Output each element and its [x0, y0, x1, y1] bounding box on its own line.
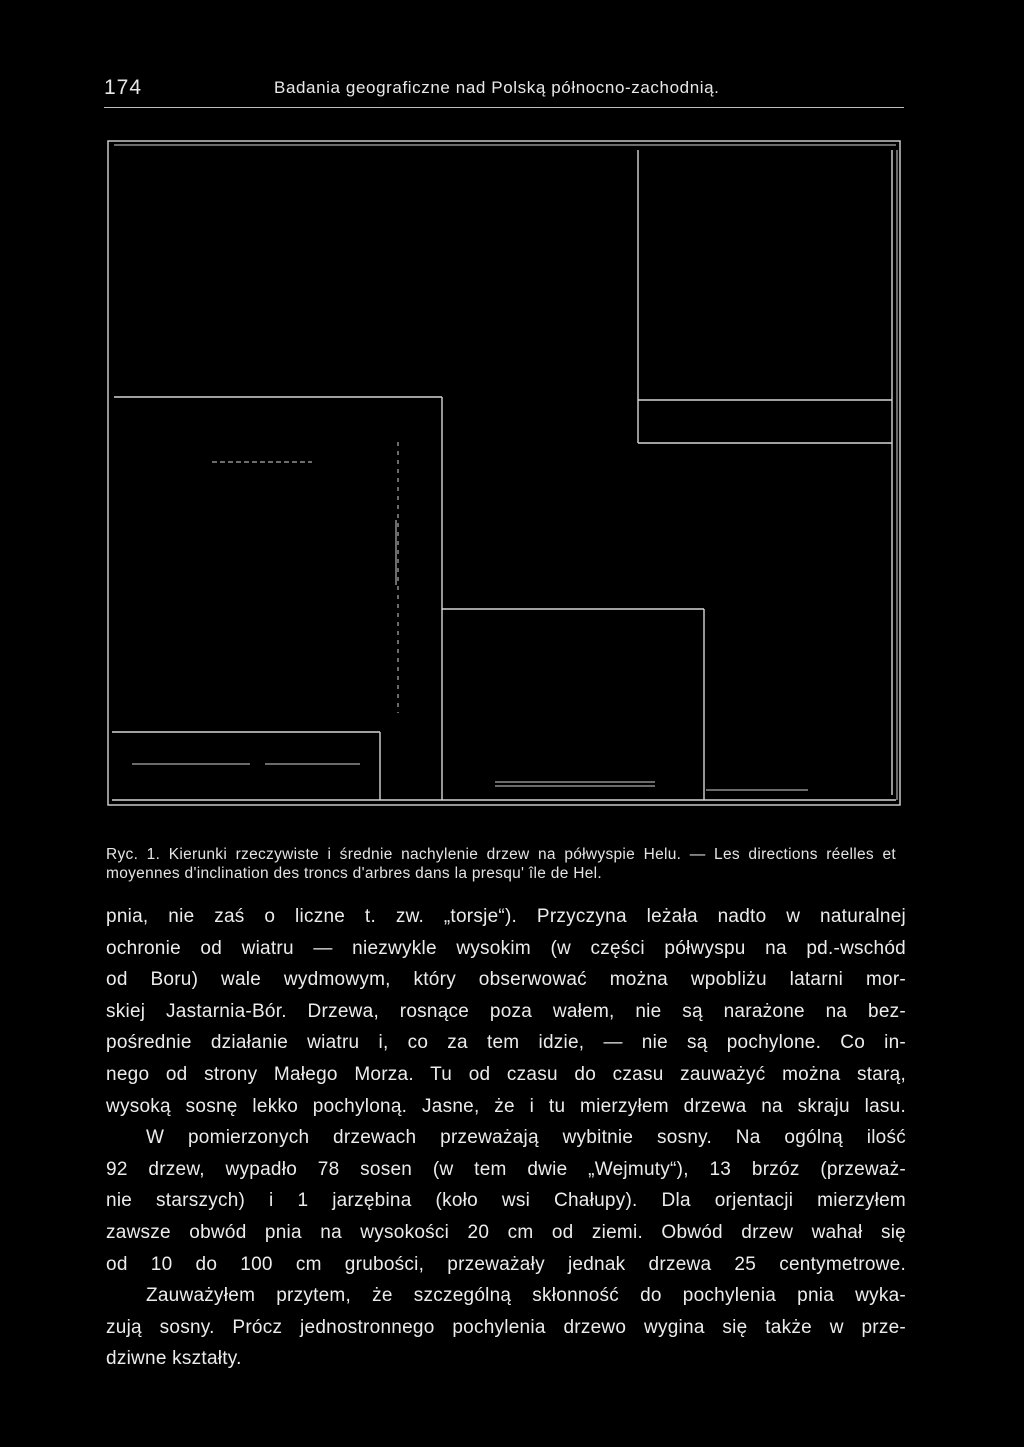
body-line: ochronie od wiatru — niezwykle wysokim (w części półwyspu na pd.-wschód	[106, 937, 906, 959]
body-line: dziwne kształty.	[106, 1348, 242, 1370]
body-line: 92 drzew, wypadło 78 sosen (w tem dwie „Wejmuty“), 13 brzóz (przeważ-	[106, 1158, 906, 1180]
body-line: zują sosny. Prócz jednostronnego pochylenia drzewo wygina się także w prze-	[106, 1316, 906, 1338]
body-line: zawsze obwód pnia na wysokości 20 cm od ziemi. Obwód drzew wahał się	[106, 1221, 906, 1243]
figure-drawing	[100, 135, 910, 815]
body-line: wysoką sosnę lekko pochyloną. Jasne, że i tu mierzyłem drzewa na skraju lasu.	[106, 1095, 906, 1117]
body-text	[106, 901, 906, 1375]
body-line: skiej Jastarnia-Bór. Drzewa, rosnące poza wałem, nie są narażone na bez-	[106, 1000, 906, 1022]
figure-caption: Ryc. 1. Kierunki rzeczywiste i średnie nachylenie drzew na półwyspie Helu. — Les directions réelles et moyennes d'inclination des troncs d'arbres dans la presqu' île de Hel.	[106, 846, 896, 882]
body-line: od Boru) wale wydmowym, który obserwować można wpobliżu latarni mor-	[106, 969, 906, 991]
header-rule	[104, 107, 904, 108]
page-number: 174	[104, 76, 143, 99]
running-title: Badania geograficzne nad Polską północno-zachodnią.	[274, 78, 720, 97]
body-line: W pomierzonych drzewach przeważają wybitnie sosny. Na ogólną ilość	[146, 1127, 906, 1149]
page-header	[104, 76, 904, 110]
body-line: nego od strony Małego Morza. Tu od czasu do czasu zauważyć można starą,	[106, 1063, 906, 1085]
body-line: nie starszych) i 1 jarzębina (koło wsi Chałupy). Dla orjentacji mierzyłem	[106, 1190, 906, 1212]
figure-frame	[108, 141, 900, 805]
body-line: pośrednie działanie wiatru i, co za tem idzie, — nie są pochylone. Co in-	[106, 1032, 906, 1054]
body-line: od 10 do 100 cm grubości, przeważały jednak drzewa 25 centymetrowe.	[106, 1253, 906, 1275]
body-line: pnia, nie zaś o liczne t. zw. „torsje“). Przyczyna leżała nadto w naturalnej	[106, 906, 906, 927]
figure-ryc-1	[100, 135, 910, 815]
body-line: Zauważyłem przytem, że szczególną skłonność do pochylenia pnia wyka-	[146, 1285, 906, 1307]
